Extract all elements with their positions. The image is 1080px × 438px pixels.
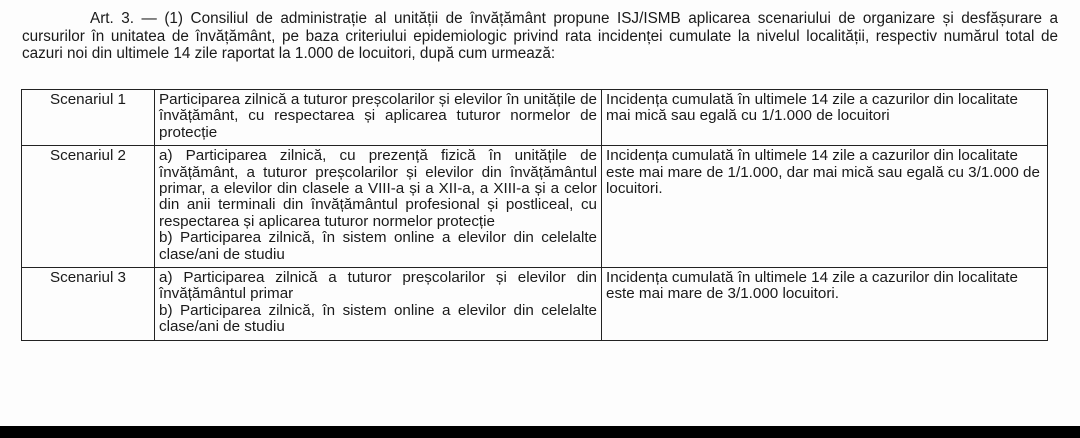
participation-text: b) Participarea zilnică, în sistem online a elevilor din celelalte clase/ani de studiu [159, 301, 597, 336]
incidence-cell: Incidența cumulată în ultimele 14 zile a cazurilor din localitate mai mică sau egală cu 1/1.000 de locuitori [602, 90, 1048, 146]
participation-text: Participarea zilnică a tuturor preșcolarilor și elevilor în unitățile de învățământ, cu respectarea și aplicarea tuturor normelor de protecție [159, 91, 597, 141]
scenario-cell: Scenariul 3 [22, 268, 155, 341]
table-row [22, 268, 1048, 341]
participation-cell [155, 268, 602, 341]
incidence-cell: Incidența cumulată în ultimele 14 zile a cazurilor din localitate este mai mare de 1/1.000, dar mai mică sau egală cu 3/1.000 de locuitori. [602, 146, 1048, 268]
participation-cell [155, 90, 602, 146]
scenarios-table [21, 89, 1048, 341]
article-intro-text: Art. 3. — (1) Consiliul de administrație al unității de învățământ propune ISJ/ISMB aplicarea scenariului de organizare și desfășurare a cursurilor în unitatea de învățământ, pe baza criteriului epidemiologic privind rata incidenței cumulate la nivelul localității, respectiv numărul total de cazuri noi din ultimele 14 zile raportat la 1.000 de locuitori, după cum urmează: [22, 10, 1058, 62]
table-row [22, 90, 1048, 146]
table-row [22, 146, 1048, 268]
participation-cell [155, 146, 602, 268]
scenario-cell: Scenariul 1 [22, 90, 155, 146]
article-intro [22, 10, 1058, 63]
incidence-cell: Incidența cumulată în ultimele 14 zile a cazurilor din localitate este mai mare de 3/1.000 locuitori. [602, 268, 1048, 341]
participation-text: b) Participarea zilnică, în sistem online a elevilor din celelalte clase/ani de studiu [159, 229, 597, 263]
bottom-border [0, 426, 1080, 438]
participation-text: a) Participarea zilnică, cu prezență fizică în unitățile de învățământ, a tuturor preșcolarilor și elevilor din învățământul primar, a elevilor din clasele a VIII-a și a XII-a, a XIII-a și a celor din anii terminali din învățământul profesional și postliceal, cu respectarea și aplicarea tuturor normelor protecție [159, 147, 597, 230]
participation-text: a) Participarea zilnică a tuturor preșcolarilor și elevilor din învățământul primar [159, 269, 597, 303]
scenario-cell: Scenariul 2 [22, 146, 155, 268]
